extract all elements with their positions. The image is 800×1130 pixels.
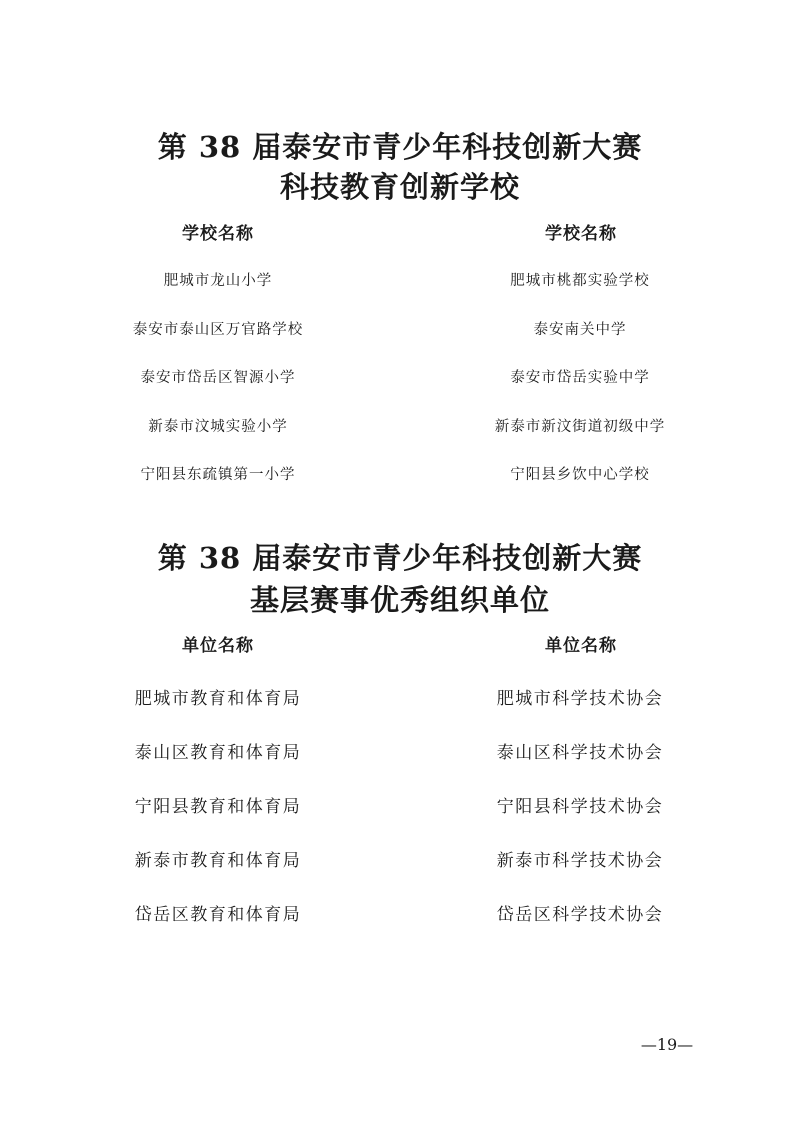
- section2-left-header: 单位名称: [182, 636, 254, 656]
- list-item: 宁阳县科学技术协会: [496, 797, 664, 817]
- list-item: 新泰市教育和体育局: [134, 851, 302, 871]
- list-item: 泰山区科学技术协会: [496, 743, 664, 763]
- section2-left-list: [78, 687, 358, 957]
- list-item: 岱岳区科学技术协会: [496, 905, 664, 925]
- section1-title-line2: 科技教育创新学校: [279, 170, 520, 204]
- section1-left-header: 学校名称: [182, 224, 254, 244]
- list-item: 宁阳县教育和体育局: [134, 797, 302, 817]
- list-item: 肥城市桃都实验学校: [510, 273, 650, 289]
- section1-right-header: 学校名称: [545, 224, 617, 244]
- section1-right-list: [440, 270, 720, 513]
- list-item: 泰安南关中学: [533, 321, 627, 338]
- list-item: 泰安市岱岳区智源小学: [140, 370, 296, 386]
- list-item: 岱岳区教育和体育局: [134, 905, 302, 925]
- list-item: 泰安市泰山区万官路学校: [132, 321, 304, 338]
- section1-left-list: [78, 270, 358, 513]
- list-item: 新泰市新汶街道初级中学: [494, 418, 666, 435]
- section2-right-header: 单位名称: [545, 636, 617, 656]
- list-item: 肥城市龙山小学: [163, 273, 273, 289]
- list-item: 宁阳县乡饮中心学校: [510, 467, 650, 483]
- list-item: 肥城市教育和体育局: [134, 689, 302, 709]
- section1-title-line1: 第 38 届泰安市青少年科技创新大赛: [157, 130, 643, 164]
- list-item: 宁阳县东疏镇第一小学: [140, 467, 296, 483]
- section2-title-line1: 第 38 届泰安市青少年科技创新大赛: [157, 541, 643, 575]
- list-item: 新泰市科学技术协会: [496, 851, 664, 871]
- section2-title-line2: 基层赛事优秀组织单位: [249, 583, 550, 617]
- section2-right-list: [440, 687, 720, 957]
- list-item: 新泰市汶城实验小学: [148, 418, 288, 435]
- list-item: 肥城市科学技术协会: [496, 689, 664, 709]
- list-item: 泰安市岱岳实验中学: [510, 370, 650, 386]
- list-item: 泰山区教育和体育局: [134, 743, 302, 763]
- page-number: —19—: [640, 1035, 694, 1054]
